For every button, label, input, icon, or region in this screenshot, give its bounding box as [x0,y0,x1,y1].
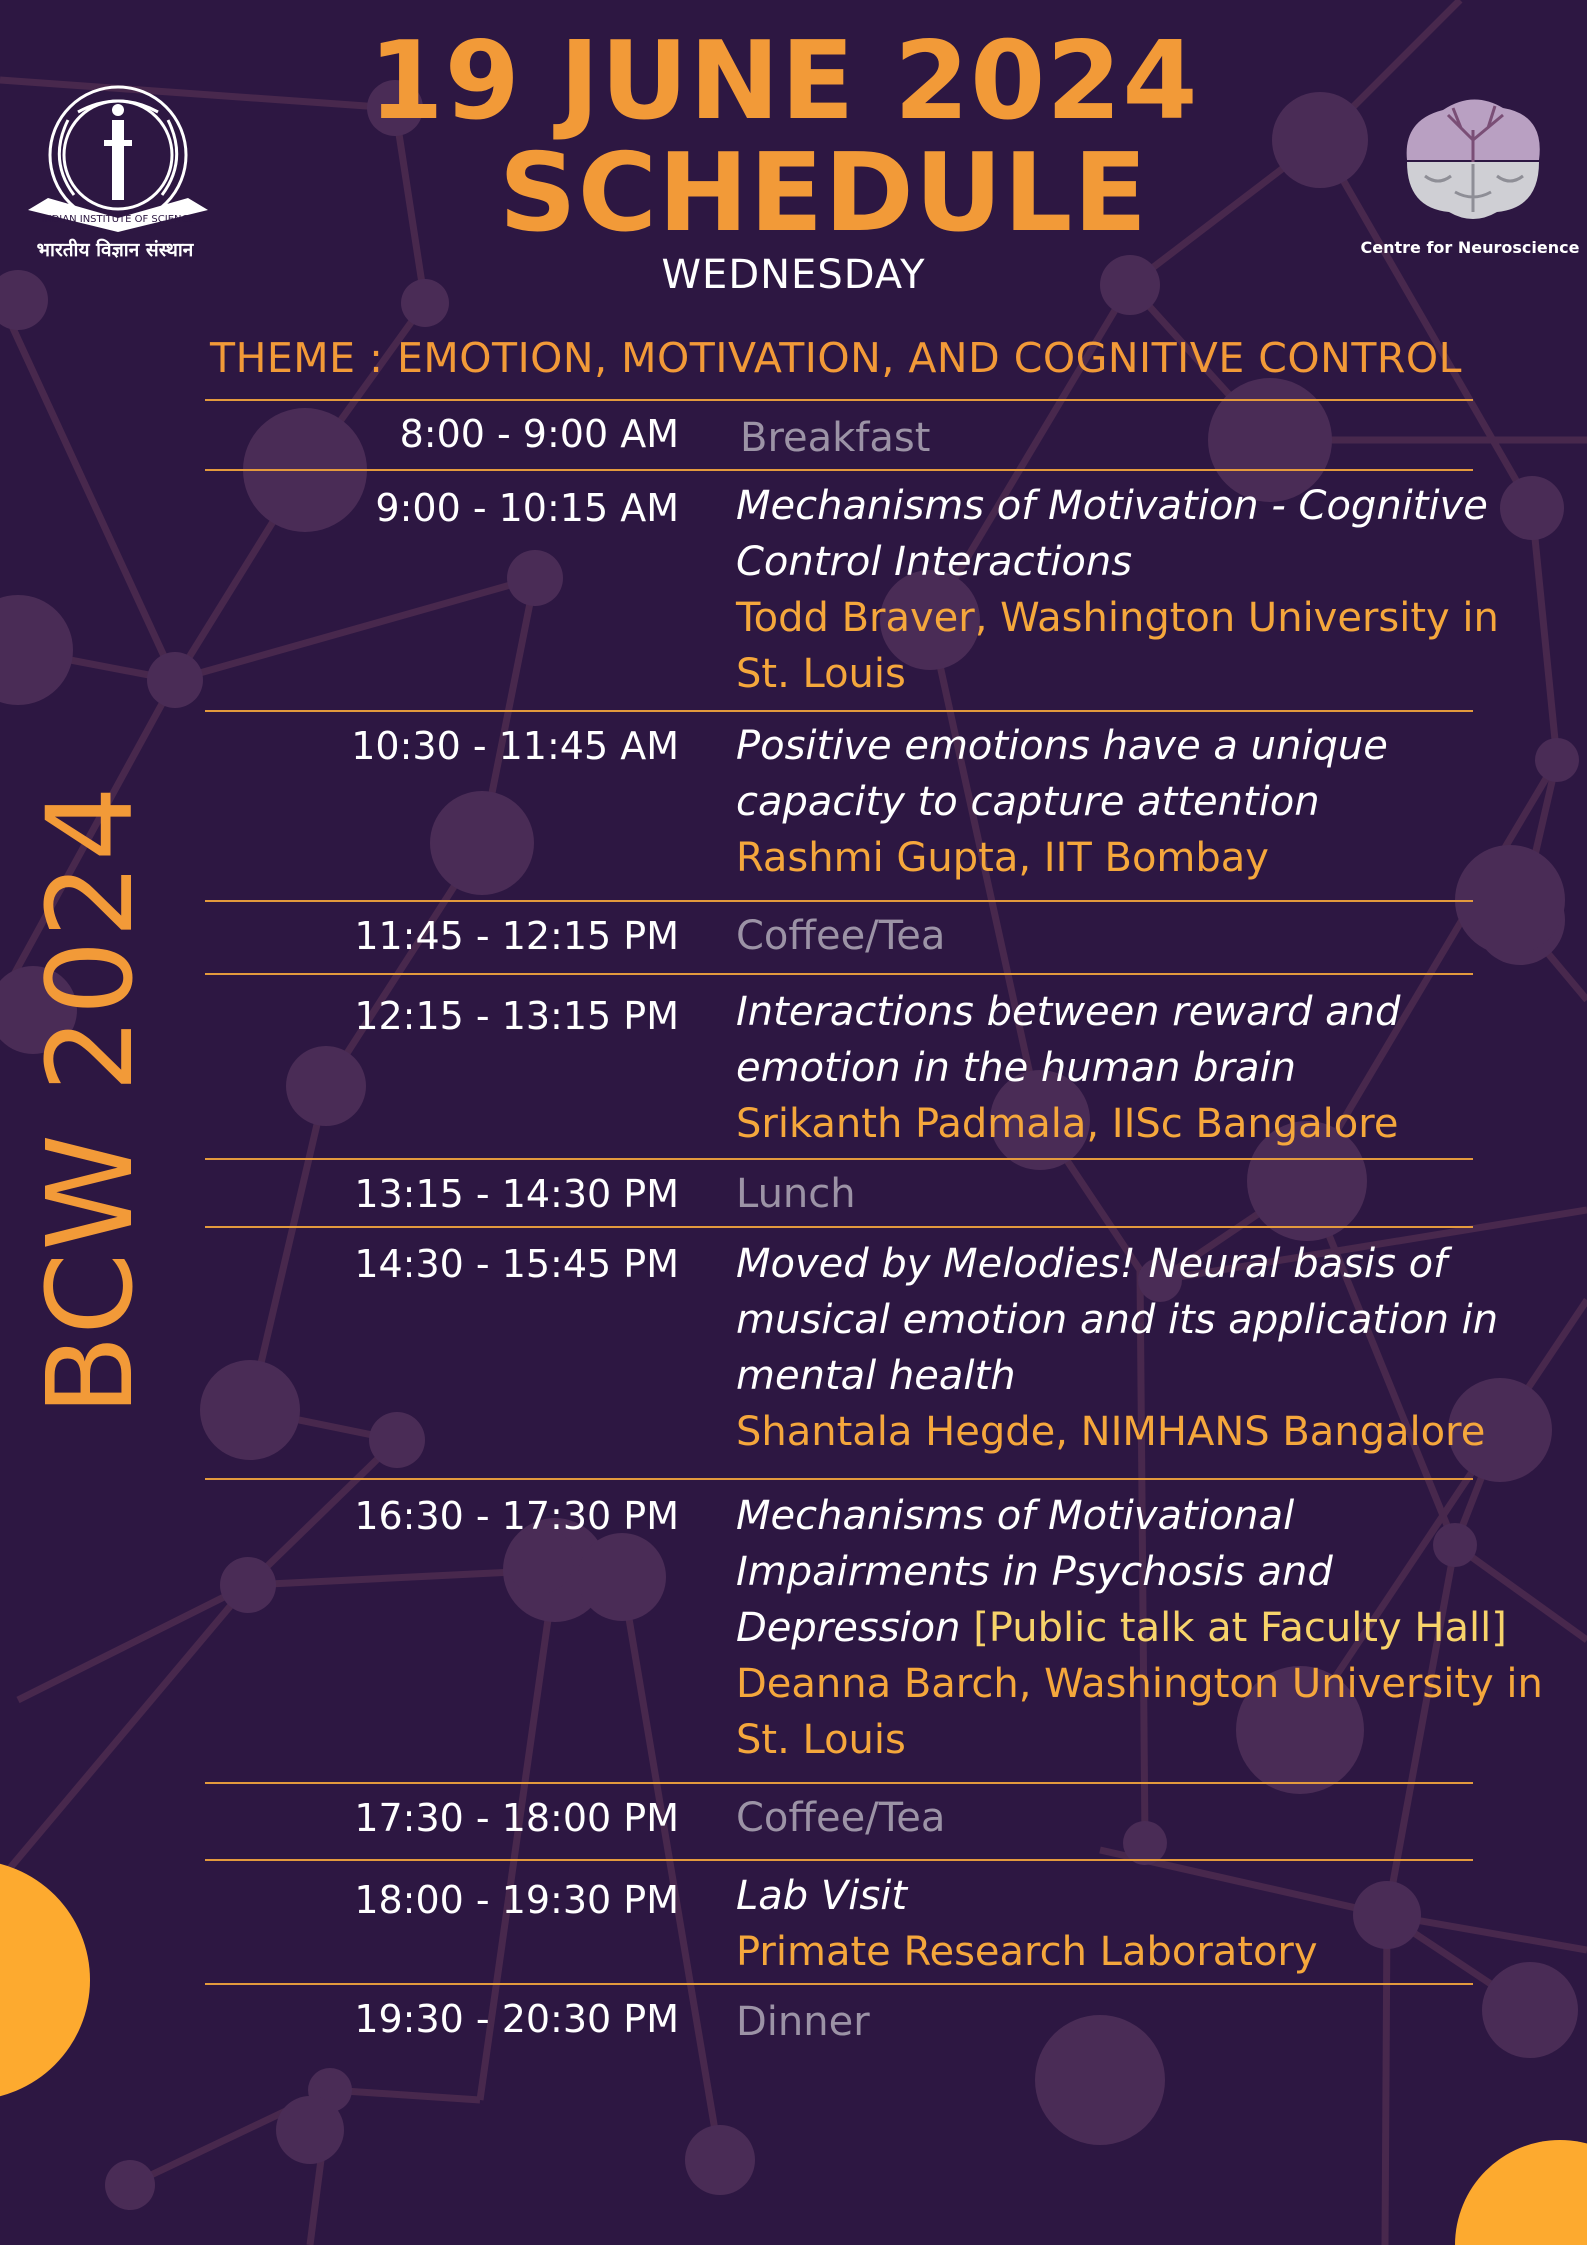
divider [205,1859,1473,1861]
divider [205,1226,1473,1228]
break-label: Coffee/Tea [736,913,946,959]
iisc-name-caption: भारतीय विज्ञान संस्थान [36,239,194,261]
slot-time: 13:15 - 14:30 PM [354,1172,679,1216]
talk-title: Positive emotions have a unique capacity to capture attention [736,723,1388,825]
weekday-label: WEDNESDAY [661,252,926,298]
schedule-row [736,908,1556,964]
schedule-row [736,718,1556,886]
break-label: Breakfast [740,415,931,461]
divider [205,1782,1473,1784]
slot-time: 10:30 - 11:45 AM [351,724,679,768]
speaker-name: Primate Research Laboratory [736,1929,1318,1975]
event-side-label: BCW 2024 [21,784,159,1416]
schedule-row [740,410,1560,466]
talk-title-text: Mechanisms of Motivational Impairments in Psychosis and Depression [736,1493,1333,1651]
slot-time: 19:30 - 20:30 PM [354,1997,679,2041]
slot-time: 8:00 - 9:00 AM [399,412,679,456]
divider [205,710,1473,712]
svg-text:INDIAN INSTITUTE OF SCIENCE: INDIAN INSTITUTE OF SCIENCE [41,214,195,225]
talk-title: Moved by Melodies! Neural basis of musical emotion and its application in mental health [736,1241,1499,1399]
schedule-row [736,984,1556,1152]
schedule-date-title: 19 JUNE 2024 [368,19,1199,144]
schedule-row [736,1236,1556,1460]
divider [205,1158,1473,1160]
cns-name-caption: Centre for Neuroscience [1360,238,1580,257]
slot-time: 17:30 - 18:00 PM [354,1796,679,1840]
break-label: Lunch [736,1171,856,1217]
schedule-title: SCHEDULE [498,131,1149,256]
slot-time: 14:30 - 15:45 PM [354,1242,679,1286]
speaker-name: Srikanth Padmala, IISc Bangalore [736,1101,1399,1147]
talk-title: Lab Visit [736,1873,908,1919]
speaker-name: Deanna Barch, Washington University in St. Louis [736,1661,1543,1763]
schedule-row [736,478,1556,702]
speaker-name: Rashmi Gupta, IIT Bombay [736,835,1269,881]
slot-time: 11:45 - 12:15 PM [354,914,679,958]
schedule-row [736,1994,1556,2050]
divider [205,973,1473,975]
slot-time: 12:15 - 13:15 PM [354,994,679,1038]
divider [205,900,1473,902]
slot-time: 9:00 - 10:15 AM [375,486,679,530]
talk-title [736,1488,1556,1656]
divider [205,399,1473,401]
speaker-name: Todd Braver, Washington University in St. Louis [736,595,1499,697]
speaker-name: Shantala Hegde, NIMHANS Bangalore [736,1409,1486,1455]
slot-time: 18:00 - 19:30 PM [354,1878,679,1922]
schedule-row [736,1868,1556,1980]
break-label: Coffee/Tea [736,1795,946,1841]
divider [205,1983,1473,1985]
theme-heading: THEME : EMOTION, MOTIVATION, AND COGNITIVE CONTROL [210,334,1462,382]
schedule-row [736,1166,1556,1222]
venue-note: [Public talk at Faculty Hall] [973,1605,1507,1651]
talk-title: Interactions between reward and emotion in the human brain [736,989,1401,1091]
slot-time: 16:30 - 17:30 PM [354,1494,679,1538]
break-label: Dinner [736,1999,870,2045]
schedule-row [736,1790,1556,1846]
talk-title: Mechanisms of Motivation - Cognitive Control Interactions [736,483,1488,585]
divider [205,1478,1473,1480]
divider [205,469,1473,471]
schedule-row [736,1488,1556,1768]
